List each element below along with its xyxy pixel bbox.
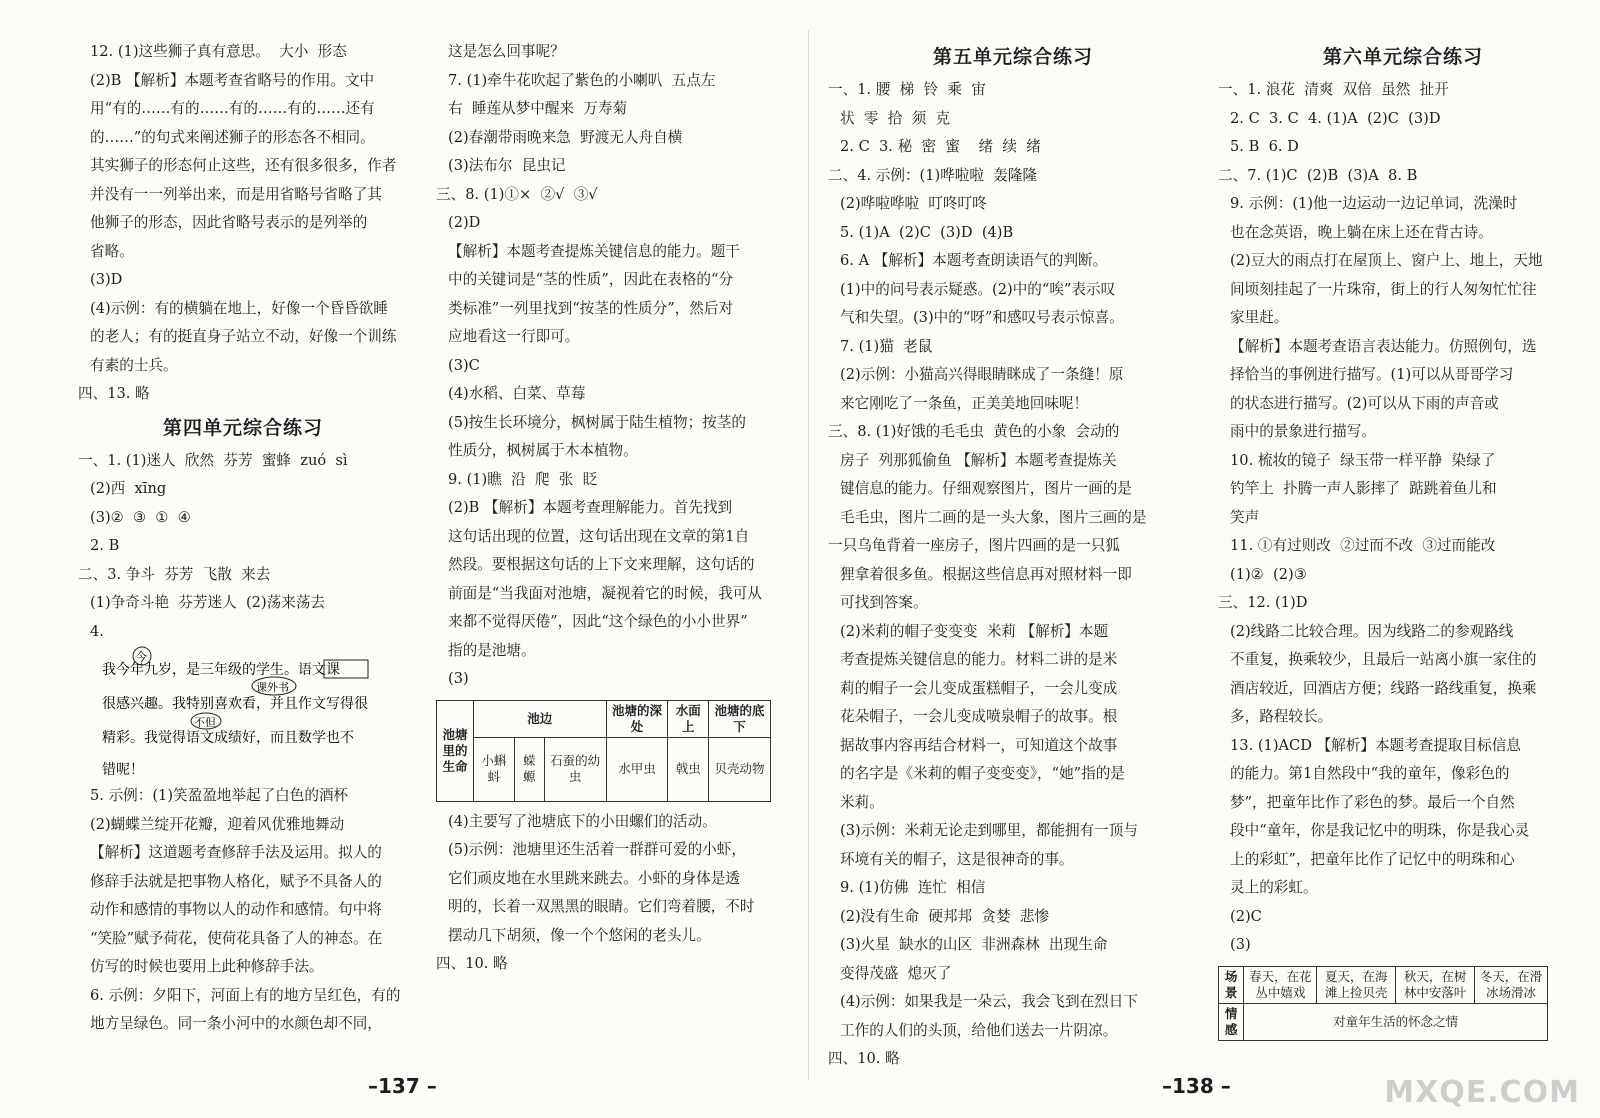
watermark: MXQE.COM	[1384, 1075, 1580, 1110]
text-line: (4)示例：有的横躺在地上，好像一个昏昏欲睡	[90, 299, 388, 317]
column-1-block-b	[78, 447, 408, 647]
text-line: 环境有关的帽子，这是很神奇的事。	[840, 850, 1074, 868]
page-gutter	[808, 30, 809, 1080]
text-line: 12. (1)这些狮子真有意思。 大小 形态	[90, 43, 347, 60]
table-cell: 贝壳动物	[709, 737, 771, 801]
text-line: 考查提炼关键信息的能力。材料二讲的是米	[840, 651, 1118, 668]
text-line: (2)C	[1230, 907, 1262, 925]
page-number-right: –138 –	[1162, 1074, 1231, 1098]
insert-mark-text: 不但	[194, 716, 216, 729]
column-4-block-a	[1218, 76, 1588, 960]
table-cell: 秋天，在树林中安落叶	[1396, 966, 1475, 1003]
text-line: 地方呈绿色。同一条小河中的水颜色却不同，	[90, 1015, 382, 1032]
text-line: 6. 示例：夕阳下，河面上有的地方呈红色，有的	[90, 986, 401, 1004]
text-line: 类标准”一列里找到“按茎的性质分”，然后对	[448, 299, 734, 317]
text-line: 这句话出现的位置，这句话出现在文章的第1自	[448, 527, 750, 545]
text-line: 二、4. 示例：(1)哗啦啦 轰隆隆	[828, 166, 1038, 184]
text-line: 多，路程较长。	[1230, 708, 1333, 725]
text-line: (2)示例：小猫高兴得眼睛眯成了一条缝！原	[840, 366, 1124, 383]
text-line: 他狮子的形态，因此省略号表示的是列举的	[90, 214, 368, 231]
text-line: 仿写的时候也要用上此种修辞手法。	[90, 958, 324, 975]
text-line: (3)② ③ ① ④	[90, 508, 191, 526]
section-title-unit-6: 第六单元综合练习	[1322, 46, 1483, 68]
text-line: (5)示例：池塘里还生活着一群群可爱的小虾，	[448, 841, 746, 858]
table-row-header: 场景	[1219, 966, 1244, 1003]
table-cell: 戟虫	[668, 737, 709, 801]
text-line: (2)豆大的雨点打在屋顶上、窗户上、地上，天地	[1230, 252, 1543, 269]
text-line: (3)D	[90, 271, 123, 288]
table-cell: 蝾螈	[514, 737, 544, 801]
text-line: 四、13. 略	[78, 385, 150, 402]
text-line: 状 零 拾 须 克	[840, 109, 951, 127]
text-line: 二、7. (1)C (2)B (3)A 8. B	[1218, 166, 1418, 184]
passage-line: 错呢！	[102, 762, 144, 778]
text-line: 9. (1)瞧 沿 爬 张 眨	[448, 470, 598, 488]
text-line: 2. C 3. C 4. (1)A (2)C (3)D	[1230, 109, 1441, 127]
text-line: 5. (1)A (2)C (3)D (4)B	[840, 223, 1014, 241]
text-line: 择恰当的事例进行描写。(1)可以从哥哥学习	[1230, 366, 1514, 383]
text-line: 这是怎么回事呢？	[448, 43, 565, 60]
text-line: 右 睡莲从梦中醒来 万寿菊	[448, 100, 628, 117]
column-1	[78, 38, 408, 1039]
childhood-scenes-table	[1218, 966, 1548, 1041]
text-line: 四、10. 略	[828, 1050, 900, 1067]
text-line: 米莉。	[840, 793, 884, 811]
text-line: 并没有一一列举出来，而是用省略号省略了其	[90, 185, 382, 203]
text-line: 三、8. (1)好饿的毛毛虫 黄色的小象 会动的	[828, 423, 1120, 440]
text-line: (3)C	[448, 356, 480, 374]
text-line: 前面是“当我面对池塘，凝视着它的时候，我可从	[448, 584, 762, 602]
table-cell: 石蚕的幼虫	[544, 737, 606, 801]
text-line: 7. (1)牵牛花吹起了紫色的小喇叭 五点左	[448, 71, 716, 89]
table-row-header: 池塘里的生命	[437, 700, 474, 801]
table-group-header: 池塘的深处	[606, 700, 668, 737]
text-line: 变得茂盛 熄灭了	[840, 964, 952, 982]
text-line: 摆动几下胡须，像一个个悠闲的老头儿。	[448, 926, 711, 944]
text-line: 6. A 【解析】本题考查朗读语气的判断。	[840, 252, 1108, 269]
text-line: “笑脸”赋予荷花，使荷花具备了人的神态。在	[90, 929, 383, 947]
text-line: 然段。要根据这句话的上下文来理解，这句话的	[448, 556, 755, 573]
text-line: (3)法布尔 昆虫记	[448, 157, 566, 174]
text-line: 一、1. 浪花 清爽 双倍 虽然 扯开	[1218, 81, 1449, 98]
text-line: 花朵帽子，一会儿变成喷泉帽子的故事。根	[840, 708, 1118, 725]
text-line: 四、10. 略	[436, 955, 508, 972]
text-line: 的……”的句式来阐述狮子的形态各不相同。	[90, 128, 375, 146]
insert-mark-text: 今	[135, 650, 148, 664]
text-line: (2)D	[448, 214, 481, 231]
text-line: 气和失望。(3)中的“呀”和感叹号表示惊喜。	[840, 309, 1124, 326]
text-line: 毛毛虫，图片二画的是一头大象，图片三画的是	[840, 508, 1147, 526]
text-line: 不重复，换乘较少，且最后一站离小旗一家住的	[1230, 651, 1537, 668]
page-number-left: –137 –	[368, 1074, 437, 1098]
text-line: 【解析】这道题考查修辞手法及运用。拟人的	[90, 844, 382, 861]
pond-life-table	[436, 700, 771, 802]
text-line: 指的是池塘。	[448, 641, 536, 659]
text-line: 4.	[90, 622, 104, 640]
column-1-block-c	[78, 782, 408, 1039]
text-line: 明的，长着一双黑黑的眼睛。它们弯着腰，不时	[448, 898, 755, 915]
text-line: 中的关键词是“茎的性质”，因此在表格的“分	[448, 271, 734, 288]
passage-line: 很感兴趣。我特别喜欢看，并且作文写得很	[102, 696, 368, 712]
text-line: 有素的士兵。	[90, 356, 178, 374]
passage-line: 精彩。我觉得语文成绩好，而且数学也不	[102, 730, 354, 746]
text-line: (2)B 【解析】本题考查理解能力。首先找到	[448, 499, 733, 516]
table-cell: 小蝌蚪	[474, 737, 515, 801]
text-line: (2)米莉的帽子变变变 米莉 【解析】本题	[840, 622, 1109, 640]
table-group-header: 水面上	[668, 700, 709, 737]
table-group-header: 池边	[474, 700, 607, 737]
text-line: (3)示例：米莉无论走到哪里，都能拥有一顶与	[840, 822, 1138, 839]
text-line: 的能力。第1自然段中“我的童年，像彩色的	[1230, 765, 1510, 782]
text-line: 一只乌龟背着一座房子，图片四画的是一只狐	[828, 537, 1120, 554]
proofreading-marks-figure	[102, 646, 412, 782]
column-1-block-a	[78, 38, 408, 409]
text-line: (5)按生长环境分，枫树属于陆生植物；按茎的	[448, 413, 746, 431]
text-line: 2. C 3. 秘 密 蜜 绪 续 绪	[840, 138, 1041, 155]
text-line: 雨中的景象进行描写。	[1230, 423, 1376, 440]
text-line: (2)春潮带雨晚来急 野渡无人舟自横	[448, 128, 683, 146]
text-line: (1)中的问号表示疑惑。(2)中的“唉”表示叹	[840, 280, 1116, 298]
text-line: 可找到答案。	[840, 594, 928, 611]
corrected-passage-figure	[102, 646, 408, 782]
text-line: 笑声	[1230, 508, 1260, 526]
text-line: 5. B 6. D	[1230, 138, 1299, 155]
table-row-header: 情感	[1219, 1003, 1244, 1040]
text-line: 的名字是《米莉的帽子变变变》，“她”指的是	[840, 765, 1125, 782]
text-line: 来它刚吃了一条鱼，正美美地回味呢！	[840, 394, 1089, 412]
text-line: 三、8. (1)①× ②√ ③√	[436, 185, 598, 203]
text-line: 13. (1)ACD 【解析】本题考查提取目标信息	[1230, 736, 1521, 754]
text-line: 家里赶。	[1230, 309, 1289, 326]
text-line: (1)② (2)③	[1230, 565, 1307, 583]
column-4	[1218, 38, 1588, 1047]
text-line: 三、12. (1)D	[1218, 594, 1308, 611]
text-line: (2)没有生命 硬邦邦 贪婪 悲惨	[840, 907, 1050, 925]
column-2	[436, 38, 806, 979]
text-line: 段中“童年，你是我记忆中的明珠，你是我心灵	[1230, 822, 1530, 839]
table-cell: 对童年生活的怀念之情	[1244, 1003, 1548, 1040]
text-line: 莉的帽子一会儿变成蛋糕帽子，一会儿变成	[840, 679, 1118, 697]
column-3-block-a	[828, 76, 1198, 1074]
text-line: 10. 梳妆的镜子 绿玉带一样平静 染绿了	[1230, 451, 1496, 469]
text-line: (2)西 xīng	[90, 480, 167, 497]
text-line: 7. (1)猫 老鼠	[840, 337, 933, 355]
column-2-block-b	[436, 808, 806, 979]
text-line: 【解析】本题考查语言表达能力。仿照例句，选	[1230, 337, 1537, 355]
text-line: 应地看这一行即可。	[448, 328, 580, 345]
text-line: 梦”，把童年比作了彩色的梦。最后一个自然	[1230, 793, 1515, 811]
text-line: 用“有的……有的……有的……有的……还有	[90, 100, 375, 117]
text-line: 酒店较近，回酒店方便；线路一路线重复，换乘	[1230, 679, 1537, 697]
text-line: 钓竿上 扑腾一声人影摔了 踮跳着鱼儿和	[1230, 480, 1497, 497]
text-line: (4)示例：如果我是一朵云，我会飞到在烈日下	[840, 993, 1138, 1010]
column-2-block-a	[436, 38, 806, 694]
text-line: 修辞手法就是把事物人格化，赋予不具备人的	[90, 872, 382, 890]
text-line: 房子 列那狐偷鱼 【解析】本题考查提炼关	[840, 451, 1117, 469]
text-line: 狸拿着很多鱼。根据这些信息再对照材料一即	[840, 565, 1132, 583]
text-line: 5. 示例：(1)笑盈盈地举起了白色的酒杯	[90, 787, 349, 804]
text-line: 键信息的能力。仔细观察图片，图片一画的是	[840, 480, 1132, 497]
text-line: 上的彩虹”，把童年比作了记忆中的明珠和心	[1230, 850, 1515, 868]
table-cell: 春天，在花丛中嬉戏	[1244, 966, 1317, 1003]
section-title-unit-4: 第四单元综合练习	[162, 416, 323, 439]
text-line: 9. (1)仿佛 连忙 相信	[840, 879, 986, 896]
text-line: 一、1. (1)迷人 欣然 芬芳 蜜蜂 zuó sì	[78, 451, 348, 469]
text-line: 一、1. 腰 梯 铃 乘 宙	[828, 81, 986, 98]
text-line: (4)水稻、白菜、草莓	[448, 385, 586, 402]
text-line: (2)线路二比较合理。因为线路二的参观路线	[1230, 622, 1514, 640]
text-line: (2)蝴蝶兰绽开花瓣，迎着风优雅地舞动	[90, 815, 345, 833]
text-line: 【解析】本题考查提炼关键信息的能力。题干	[448, 242, 740, 260]
table-cell: 水甲虫	[606, 737, 668, 801]
text-line: 性质分，枫树属于木本植物。	[448, 442, 638, 459]
text-line: (3)火星 缺水的山区 非洲森林 出现生命	[840, 936, 1108, 953]
text-line: 间顷刻挂起了一片珠帘，街上的行人匆匆忙忙往	[1230, 280, 1537, 298]
insert-mark-text: 课外书	[256, 681, 289, 694]
text-line: 也在念英语，晚上躺在床上还在背古诗。	[1230, 223, 1493, 241]
text-line: (4)主要写了池塘底下的小田螺们的活动。	[448, 812, 717, 830]
text-line: 工作的人们的头顶，给他们送去一片阴凉。	[840, 1021, 1118, 1039]
text-line: 动作和感情的事物以人的动作和感情。句中将	[90, 901, 382, 918]
text-line: 来都不觉得厌倦”，因此“这个绿色的小小世界”	[448, 613, 748, 630]
table-group-header: 池塘的底下	[709, 700, 771, 737]
text-line: (2)哗啦哗啦 叮咚叮咚	[840, 195, 987, 212]
text-line: 2. B	[90, 537, 120, 554]
text-line: 灵上的彩虹。	[1230, 879, 1318, 896]
table-cell: 夏天，在海滩上捡贝壳	[1317, 966, 1396, 1003]
text-line: 据故事内容再结合材料一，可知道这个故事	[840, 736, 1118, 754]
text-line: 二、3. 争斗 芬芳 飞散 来去	[78, 565, 271, 583]
text-line: 的状态进行描写。(2)可以从下雨的声音或	[1230, 394, 1499, 412]
text-line: 9. 示例：(1)他一边运动一边记单词，洗澡时	[1230, 195, 1518, 212]
text-line: 其实狮子的形态何止这些，还有很多很多，作者	[90, 157, 397, 174]
table-cell: 冬天，在滑冰场滑冰	[1474, 966, 1547, 1003]
text-line: (2)B 【解析】本题考查省略号的作用。文中	[90, 71, 375, 89]
text-line: (3)	[448, 670, 469, 687]
text-line: (3)	[1230, 936, 1251, 953]
text-line: (1)争奇斗艳 芬芳迷人 (2)荡来荡去	[90, 594, 326, 611]
text-line: 的老人；有的挺直身子站立不动，好像一个训练	[90, 328, 397, 345]
text-line: 它们顽皮地在水里跳来跳去。小虾的身体是透	[448, 869, 740, 887]
text-line: 省略。	[90, 242, 134, 260]
passage-line: 我今年九岁，是三年级的学生。语文课	[102, 662, 340, 678]
text-line: 11. ①有过则改 ②过而不改 ③过而能改	[1230, 537, 1496, 554]
column-3	[828, 38, 1198, 1074]
section-title-unit-5: 第五单元综合练习	[932, 46, 1093, 68]
